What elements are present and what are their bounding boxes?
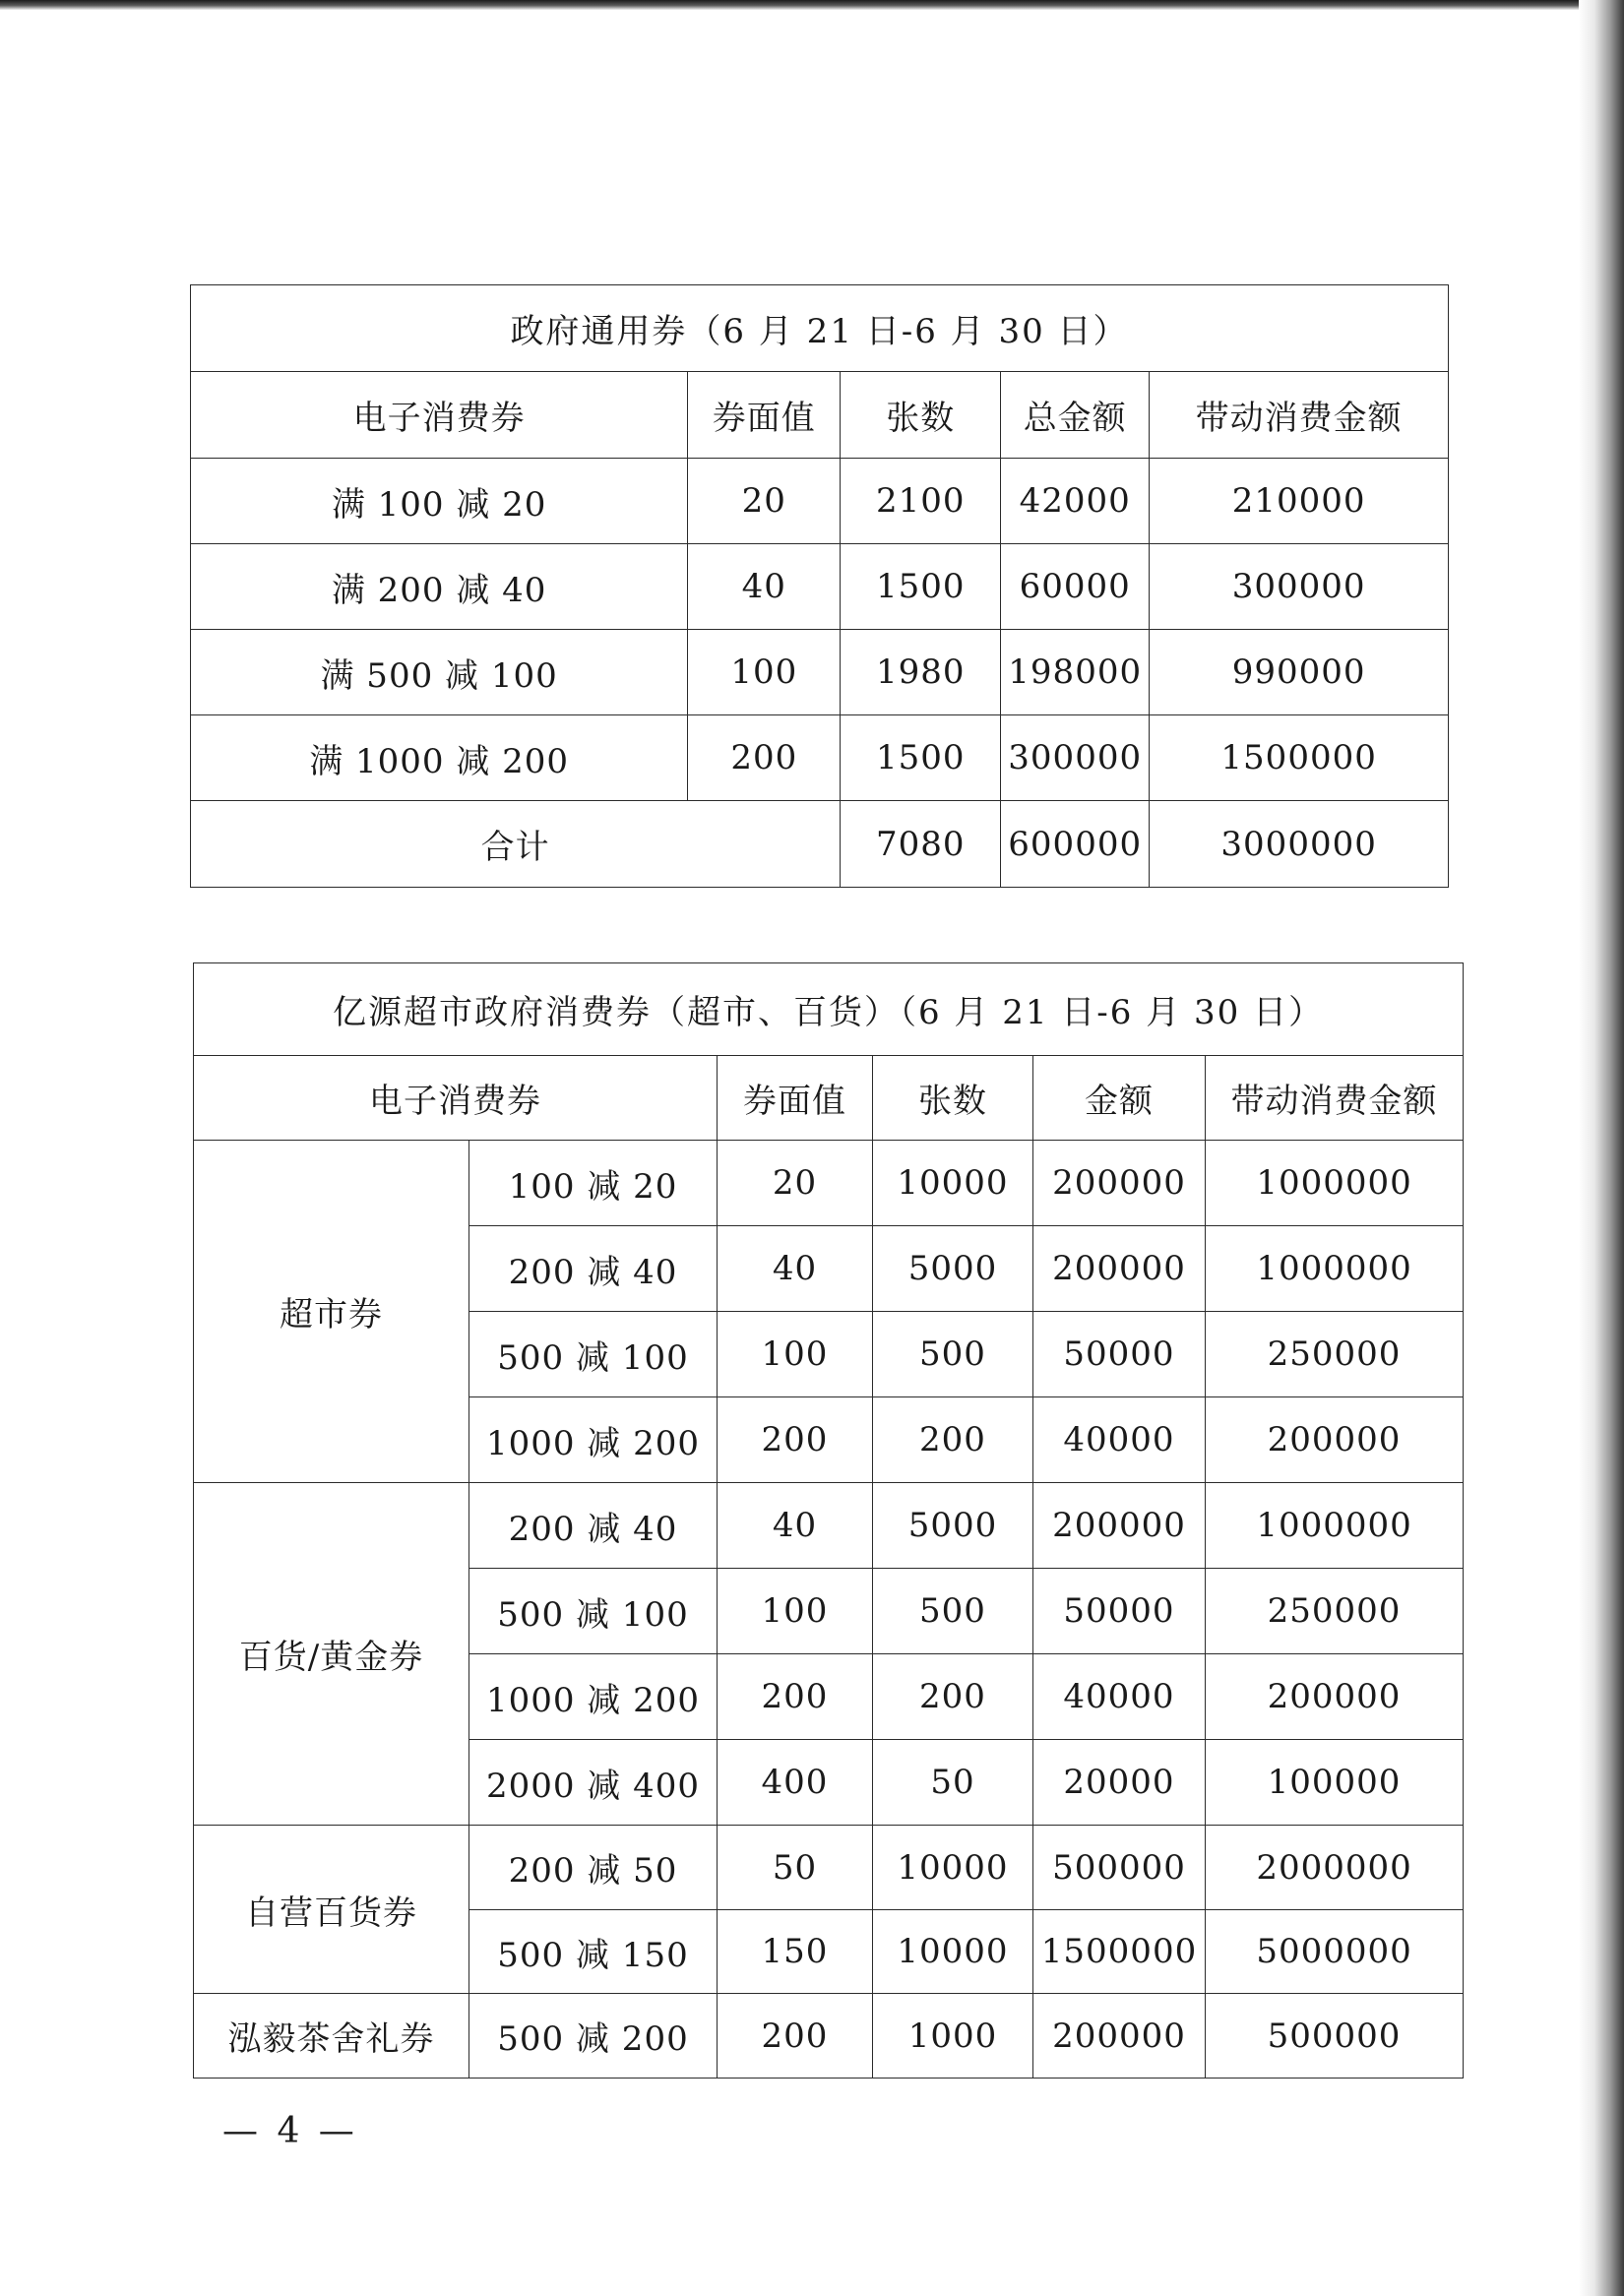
table2-cell-driven-consumption: 2000000 [1206, 1826, 1464, 1910]
table2-cell-driven-consumption: 250000 [1206, 1569, 1464, 1654]
table2-group-hongyi-teahouse: 泓毅茶舍礼券 [194, 1994, 469, 2079]
table2-row [194, 1483, 1464, 1569]
table2-cell-rule: 200 减 40 [469, 1226, 718, 1312]
table2-cell-count: 500 [873, 1312, 1033, 1397]
table2-row [194, 1826, 1464, 1910]
table1-row [191, 630, 1449, 715]
table1-cell-count: 2100 [841, 459, 1001, 544]
table1-header-total-amount: 总金额 [1001, 372, 1150, 459]
table2-cell-rule: 500 减 100 [469, 1569, 718, 1654]
table2-cell-rule: 500 减 150 [469, 1910, 718, 1994]
table2-cell-count: 10000 [873, 1826, 1033, 1910]
table2-cell-face-value: 200 [718, 1994, 873, 2079]
table2-cell-face-value: 100 [718, 1312, 873, 1397]
table2-cell-driven-consumption: 1000000 [1206, 1226, 1464, 1312]
table2-cell-amount: 500000 [1033, 1826, 1206, 1910]
table2-cell-face-value: 50 [718, 1826, 873, 1910]
table2-header-driven-consumption: 带动消费金额 [1206, 1056, 1464, 1141]
table2-cell-count: 200 [873, 1397, 1033, 1483]
table2-row [194, 1994, 1464, 2079]
table1-total-amount: 600000 [1001, 801, 1150, 888]
table2-group-supermarket: 超市券 [194, 1141, 469, 1483]
table2-header-face-value: 券面值 [718, 1056, 873, 1141]
table2-cell-count: 5000 [873, 1226, 1033, 1312]
table2-cell-face-value: 400 [718, 1740, 873, 1826]
table1-total-row [191, 801, 1449, 888]
table2-cell-count: 5000 [873, 1483, 1033, 1569]
table2-cell-rule: 2000 减 400 [469, 1740, 718, 1826]
table2-cell-face-value: 20 [718, 1141, 873, 1226]
table2-header-count: 张数 [873, 1056, 1033, 1141]
table2-cell-rule: 500 减 200 [469, 1994, 718, 2079]
table2-cell-amount: 40000 [1033, 1397, 1206, 1483]
table2-cell-count: 1000 [873, 1994, 1033, 2079]
table2-cell-face-value: 150 [718, 1910, 873, 1994]
table1-cell-driven-consumption: 300000 [1150, 544, 1449, 630]
table2-cell-amount: 40000 [1033, 1654, 1206, 1740]
table2-cell-amount: 200000 [1033, 1994, 1206, 2079]
table2-cell-face-value: 100 [718, 1569, 873, 1654]
table1-header-driven-consumption: 带动消费金额 [1150, 372, 1449, 459]
table2-cell-driven-consumption: 250000 [1206, 1312, 1464, 1397]
table2-cell-driven-consumption: 200000 [1206, 1654, 1464, 1740]
table2-cell-driven-consumption: 100000 [1206, 1740, 1464, 1826]
table1-cell-count: 1500 [841, 715, 1001, 801]
table2-cell-amount: 200000 [1033, 1483, 1206, 1569]
table2-group-department-gold: 百货/黄金券 [194, 1483, 469, 1826]
table1-title: 政府通用券（6 月 21 日-6 月 30 日） [191, 285, 1449, 372]
table1-cell-driven-consumption: 210000 [1150, 459, 1449, 544]
table1-row [191, 715, 1449, 801]
table1-cell-count: 1500 [841, 544, 1001, 630]
table2-cell-amount: 1500000 [1033, 1910, 1206, 1994]
table2-header-voucher: 电子消费券 [194, 1056, 718, 1141]
table1-cell-count: 1980 [841, 630, 1001, 715]
table1-header-face-value: 券面值 [688, 372, 841, 459]
table1-cell-voucher: 满 200 减 40 [191, 544, 688, 630]
table1-total-count: 7080 [841, 801, 1001, 888]
table1-cell-face-value: 40 [688, 544, 841, 630]
page-number: — 4 — [222, 2111, 358, 2151]
table2-cell-rule: 1000 减 200 [469, 1654, 718, 1740]
table1-total-driven-consumption: 3000000 [1150, 801, 1449, 888]
table2-group-self-operated: 自营百货券 [194, 1826, 469, 1994]
table2-cell-amount: 200000 [1033, 1226, 1206, 1312]
table2-row [194, 1141, 1464, 1226]
table2-cell-amount: 20000 [1033, 1740, 1206, 1826]
table1-cell-face-value: 20 [688, 459, 841, 544]
table1-cell-total-amount: 42000 [1001, 459, 1150, 544]
yiyuan-supermarket-voucher-table [193, 962, 1464, 2079]
table2-cell-rule: 200 减 50 [469, 1826, 718, 1910]
table1-total-label: 合计 [191, 801, 841, 888]
table2-cell-amount: 50000 [1033, 1569, 1206, 1654]
table1-cell-total-amount: 300000 [1001, 715, 1150, 801]
table2-cell-count: 10000 [873, 1910, 1033, 1994]
table1-cell-driven-consumption: 1500000 [1150, 715, 1449, 801]
table2-cell-driven-consumption: 5000000 [1206, 1910, 1464, 1994]
table1-row [191, 544, 1449, 630]
scan-top-edge [0, 0, 1624, 10]
table2-cell-driven-consumption: 500000 [1206, 1994, 1464, 2079]
table2-cell-rule: 500 减 100 [469, 1312, 718, 1397]
table2-cell-face-value: 40 [718, 1483, 873, 1569]
government-voucher-table [190, 284, 1449, 888]
table1-row [191, 459, 1449, 544]
table1-cell-driven-consumption: 990000 [1150, 630, 1449, 715]
table1-cell-total-amount: 60000 [1001, 544, 1150, 630]
table1-cell-face-value: 200 [688, 715, 841, 801]
table1-cell-total-amount: 198000 [1001, 630, 1150, 715]
table1-cell-face-value: 100 [688, 630, 841, 715]
scan-right-edge [1579, 0, 1624, 2296]
table2-cell-driven-consumption: 1000000 [1206, 1141, 1464, 1226]
table2-cell-driven-consumption: 1000000 [1206, 1483, 1464, 1569]
table2-cell-rule: 1000 减 200 [469, 1397, 718, 1483]
table2-cell-count: 500 [873, 1569, 1033, 1654]
table1-header-voucher: 电子消费券 [191, 372, 688, 459]
table1-cell-voucher: 满 1000 减 200 [191, 715, 688, 801]
table2-cell-face-value: 200 [718, 1397, 873, 1483]
table2-cell-rule: 200 减 40 [469, 1483, 718, 1569]
table2-cell-count: 200 [873, 1654, 1033, 1740]
table2-cell-rule: 100 减 20 [469, 1141, 718, 1226]
table2-cell-driven-consumption: 200000 [1206, 1397, 1464, 1483]
table2-title: 亿源超市政府消费券（超市、百货）（6 月 21 日-6 月 30 日） [194, 963, 1464, 1056]
table1-cell-voucher: 满 500 减 100 [191, 630, 688, 715]
table2-header-amount: 金额 [1033, 1056, 1206, 1141]
table2-cell-count: 50 [873, 1740, 1033, 1826]
table2-cell-count: 10000 [873, 1141, 1033, 1226]
table2-cell-amount: 200000 [1033, 1141, 1206, 1226]
table2-cell-face-value: 40 [718, 1226, 873, 1312]
table1-cell-voucher: 满 100 减 20 [191, 459, 688, 544]
table2-cell-amount: 50000 [1033, 1312, 1206, 1397]
table1-header-count: 张数 [841, 372, 1001, 459]
table2-cell-face-value: 200 [718, 1654, 873, 1740]
